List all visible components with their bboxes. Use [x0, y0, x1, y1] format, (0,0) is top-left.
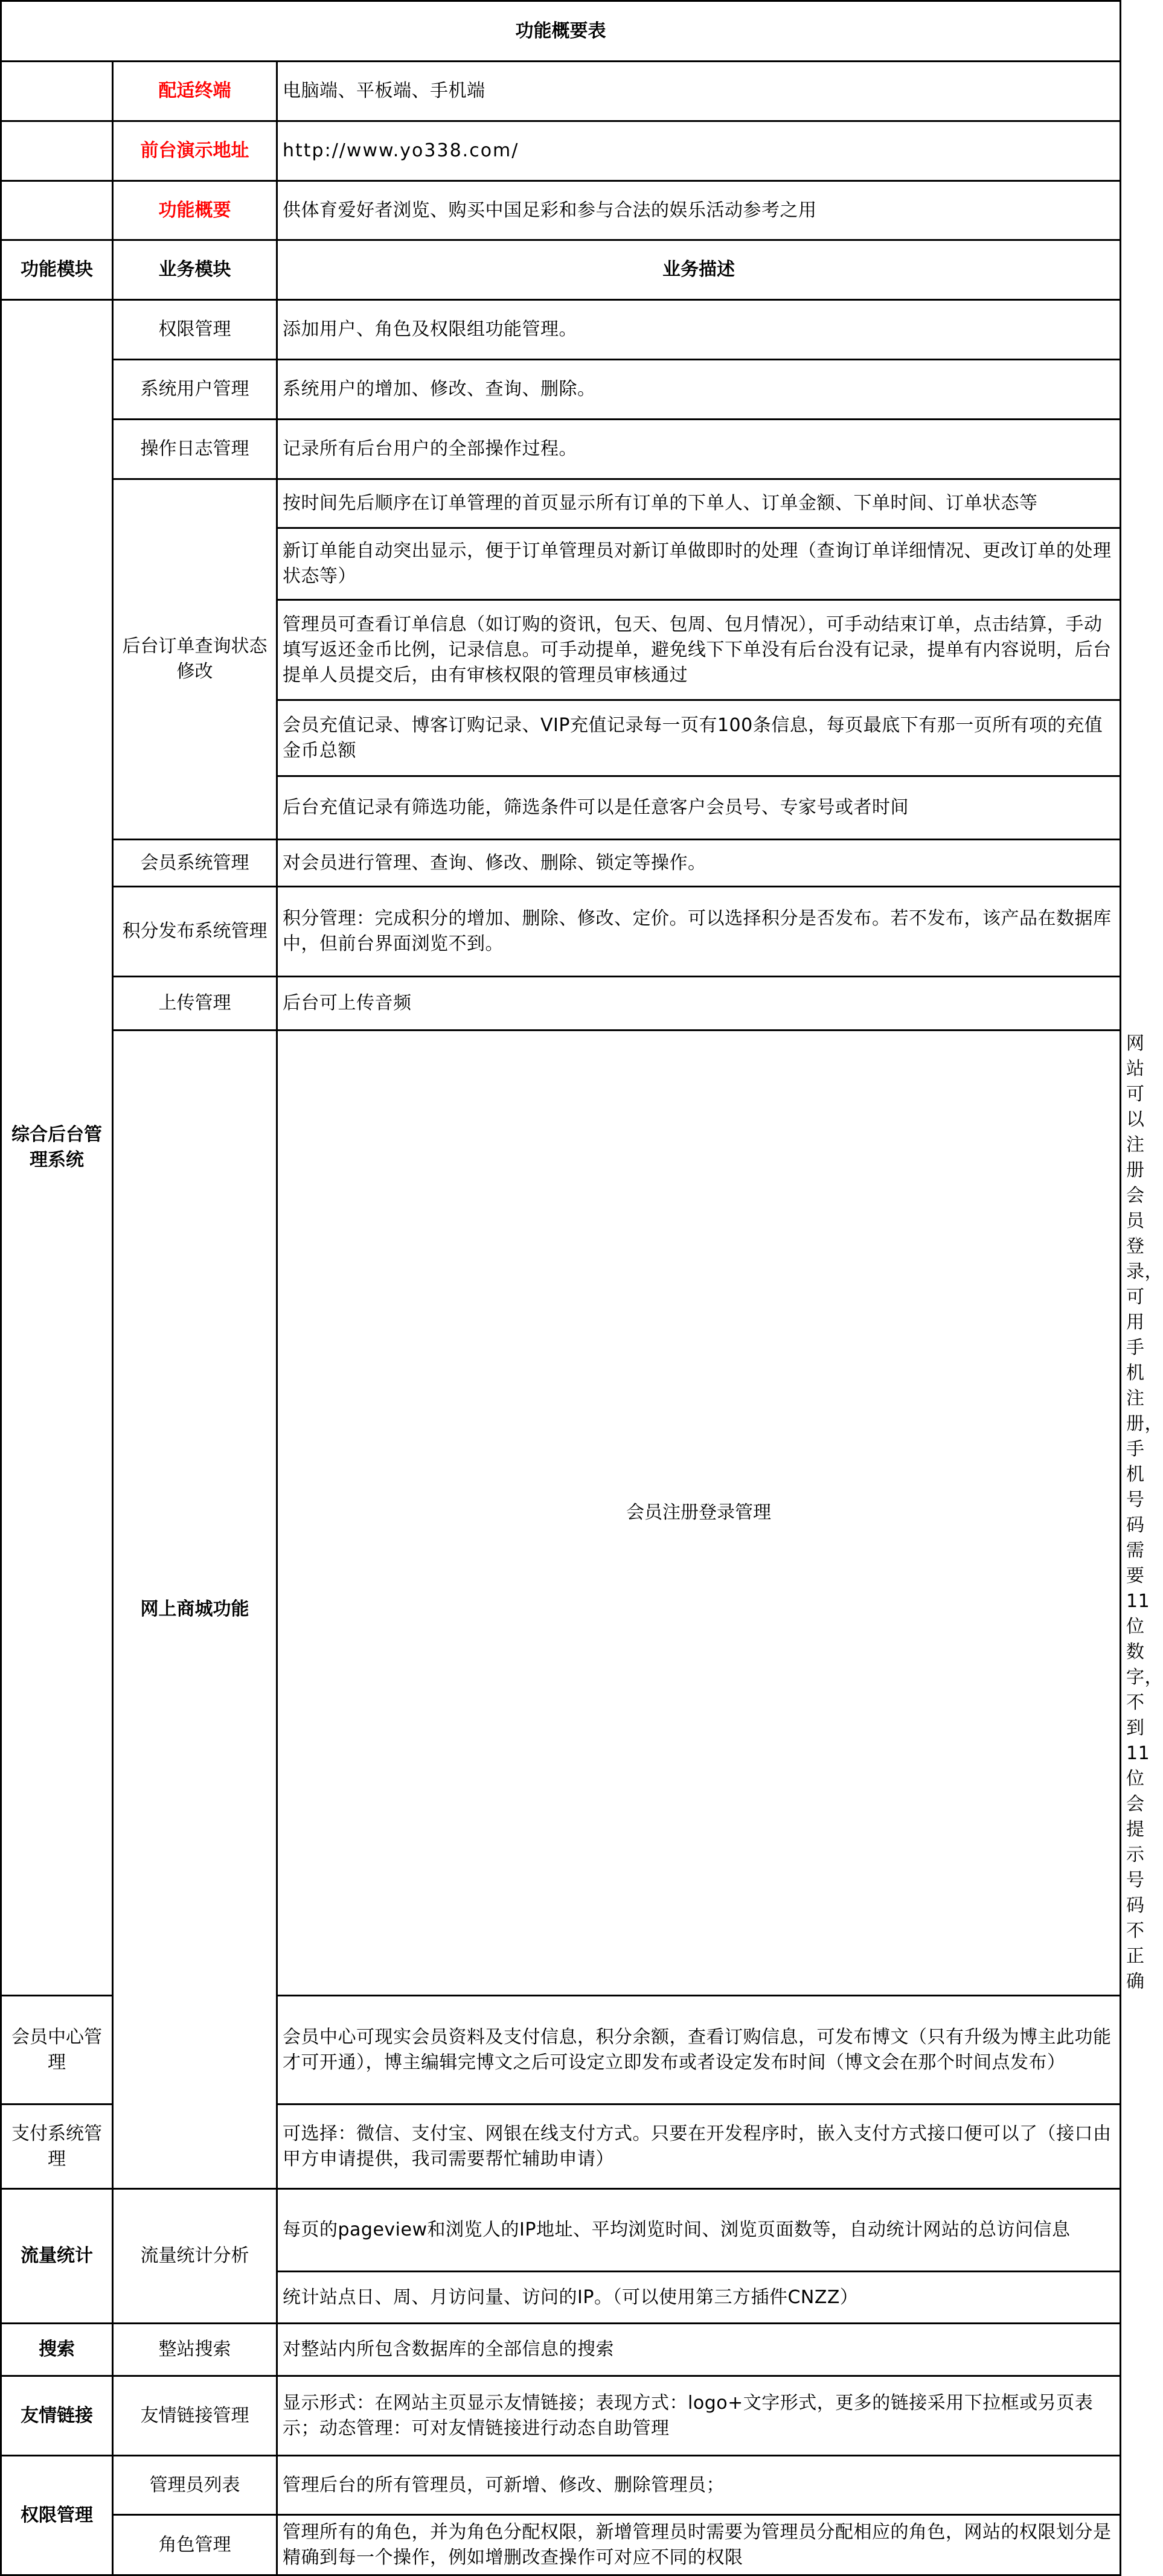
info-value-summary: 供体育爱好者浏览、购买中国足彩和参与合法的娱乐活动参考之用	[277, 181, 1121, 240]
info-value-terminals: 电脑端、平板端、手机端	[277, 62, 1121, 121]
info-empty-cell	[1, 121, 113, 181]
desc-cell: 会员充值记录、博客订购记录、VIP充值记录每一页有100条信息，每页最底下有那一页所有项的充值金币总额	[277, 700, 1121, 776]
desc-cell: 统计站点日、周、月访问量、访问的IP。（可以使用第三方插件CNZZ）	[277, 2272, 1121, 2324]
table-row	[1, 840, 1121, 887]
desc-cell: 会员中心可现实会员资料及支付信息，积分余额，查看订购信息，可发布博文（只有升级为博主此功能才可开通），博主编辑完博文之后可设定立即发布或者设定发布时间（博文会在那个时间点发布）	[277, 1996, 1121, 2105]
info-label-terminals: 配适终端	[113, 62, 277, 121]
table-row	[1, 479, 1121, 528]
table-row	[1, 2376, 1121, 2456]
table-row	[1, 2324, 1121, 2376]
table-row	[1, 420, 1121, 479]
desc-cell: 对会员进行管理、查询、修改、删除、锁定等操作。	[277, 840, 1121, 887]
desc-cell: 积分管理：完成积分的增加、删除、修改、定价。可以选择积分是否发布。若不发布，该产品在数据库中，但前台界面浏览不到。	[277, 887, 1121, 977]
table-row	[1, 977, 1121, 1031]
desc-cell: 后台可上传音频	[277, 977, 1121, 1031]
header-description: 业务描述	[277, 240, 1121, 300]
biz-role-management: 角色管理	[113, 2515, 277, 2575]
table-row	[1, 2515, 1121, 2575]
module-search: 搜索	[1, 2324, 113, 2376]
desc-cell: 按时间先后顺序在订单管理的首页显示所有订单的下单人、订单金额、下单时间、订单状态等	[277, 479, 1121, 528]
column-header-row	[1, 240, 1121, 300]
biz-member-register: 会员注册登录管理	[277, 1031, 1121, 1996]
biz-operation-logs: 操作日志管理	[113, 420, 277, 479]
desc-cell: 管理所有的角色，并为角色分配权限，新增管理员时需要为管理员分配相应的角色，网站的权限划分是精确到每一个操作，例如增删改查操作可对应不同的权限	[277, 2515, 1121, 2575]
desc-cell: 管理员可查看订单信息（如订购的资讯，包天、包周、包月情况），可手动结束订单，点击结算，手动填写返还金币比例，记录信息。可手动提单，避免线下下单没有后台没有记录，提单有内容说明，后台提单人员提交后，由有审核权限的管理员审核通过	[277, 600, 1121, 700]
desc-cell: 可选择：微信、支付宝、网银在线支付方式。只要在开发程序时，嵌入支付方式接口便可以了（接口由甲方申请提供，我司需要帮忙辅助申请）	[277, 2105, 1121, 2189]
info-label-summary: 功能概要	[113, 181, 277, 240]
header-module: 功能模块	[1, 240, 113, 300]
biz-traffic-analysis: 流量统计分析	[113, 2189, 277, 2324]
desc-cell: 每页的pageview和浏览人的IP地址、平均浏览时间、浏览页面数等，自动统计网站的总访问信息	[277, 2189, 1121, 2272]
module-backend-admin: 综合后台管理系统	[1, 300, 113, 1996]
table-row	[1, 2456, 1121, 2515]
info-empty-cell	[1, 181, 113, 240]
desc-cell: 对整站内所包含数据库的全部信息的搜索	[277, 2324, 1121, 2376]
biz-points-publish: 积分发布系统管理	[113, 887, 277, 977]
biz-permission: 权限管理	[113, 300, 277, 360]
biz-friend-links: 友情链接管理	[113, 2376, 277, 2456]
demo-url-link[interactable]: http://www.yo338.com/	[277, 121, 1121, 181]
info-row-terminals	[1, 62, 1121, 121]
table-row	[1, 360, 1121, 420]
title-row	[1, 1, 1121, 62]
biz-upload: 上传管理	[113, 977, 277, 1031]
info-empty-cell	[1, 62, 113, 121]
desc-cell: 后台充值记录有筛选功能，筛选条件可以是任意客户会员号、专家号或者时间	[277, 776, 1121, 840]
module-permissions: 权限管理	[1, 2456, 113, 2575]
info-row-demo-url	[1, 121, 1121, 181]
desc-cell: 系统用户的增加、修改、查询、删除。	[277, 360, 1121, 420]
biz-payment: 支付系统管理	[1, 2105, 113, 2189]
table-row	[1, 2189, 1121, 2272]
header-business: 业务模块	[113, 240, 277, 300]
module-friend-links: 友情链接	[1, 2376, 113, 2456]
info-row-summary	[1, 181, 1121, 240]
desc-cell: 新订单能自动突出显示，便于订单管理员对新订单做即时的处理（查询订单详细情况、更改订单的处理状态等）	[277, 528, 1121, 600]
biz-member-center: 会员中心管理	[1, 1996, 113, 2105]
biz-system-users: 系统用户管理	[113, 360, 277, 420]
info-label-demo-url: 前台演示地址	[113, 121, 277, 181]
module-online-mall: 网上商城功能	[113, 1031, 277, 2189]
table-row	[1, 300, 1121, 360]
table-row: 网上商城功能 会员注册登录管理 网站可以注册会员登录，可用手机注册，手机号码需要11位数字，不到11位会提示号码不正确	[1, 1031, 1121, 1996]
desc-cell: 显示形式：在网站主页显示友情链接；表现方式：logo+文字形式，更多的链接采用下拉框或另页表示；动态管理：可对友情链接进行动态自助管理	[277, 2376, 1121, 2456]
desc-cell: 添加用户、角色及权限组功能管理。	[277, 300, 1121, 360]
desc-cell: 记录所有后台用户的全部操作过程。	[277, 420, 1121, 479]
biz-site-search: 整站搜索	[113, 2324, 277, 2376]
table-row	[1, 887, 1121, 977]
biz-member-system: 会员系统管理	[113, 840, 277, 887]
table-title: 功能概要表	[1, 1, 1121, 62]
biz-admin-list: 管理员列表	[113, 2456, 277, 2515]
module-traffic-stats: 流量统计	[1, 2189, 113, 2324]
desc-cell: 管理后台的所有管理员，可新增、修改、删除管理员；	[277, 2456, 1121, 2515]
biz-order-query: 后台订单查询状态修改	[113, 479, 277, 840]
